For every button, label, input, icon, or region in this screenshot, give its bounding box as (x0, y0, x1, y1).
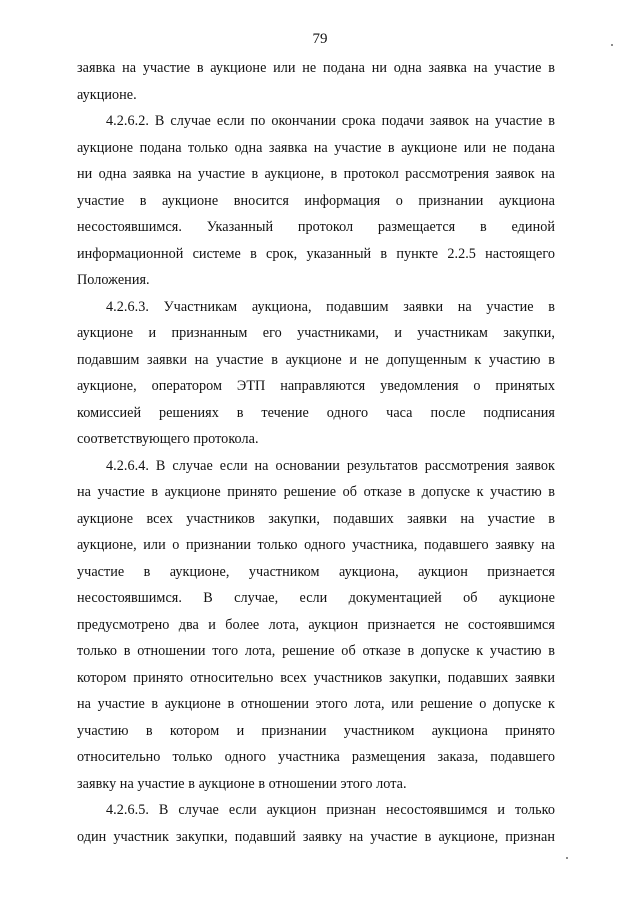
text-line: несостоявшимся. Указанный протокол размещается в единой (77, 219, 555, 235)
text-line: заявка на участие в аукционе или не подана ни одна заявка на участие в (77, 60, 555, 76)
text-line: заявку на участие в аукционе в отношении этого лота. (77, 775, 407, 792)
text-line: на участие в аукционе в отношении этого лота, или решение о допуске к (77, 696, 555, 712)
scan-speck (611, 44, 613, 46)
text-line: один участник закупки, подавший заявку на участие в аукционе, признан (77, 828, 555, 845)
document-body (77, 60, 555, 855)
text-line: аукционе. (77, 86, 137, 103)
text-line: информационной системе в срок, указанный в пункте 2.2.5 настоящего (77, 245, 555, 262)
text-line: комиссией решениях в течение одного часа после подписания (77, 404, 555, 421)
scan-speck (566, 857, 568, 859)
text-line: соответствующего протокола. (77, 431, 259, 447)
text-line: участие в аукционе вносится информация о признании аукциона (77, 192, 555, 209)
text-line: подавшим заявки на участие в аукционе и не допущенным к участию в (77, 351, 555, 368)
text-line: Положения. (77, 272, 150, 288)
text-line: аукционе, или о признании только одного участника, подавшего заявку на (77, 537, 555, 553)
text-line: участие в аукционе, участником аукциона, аукцион признается (77, 563, 555, 580)
text-line: участию в котором и признании участником аукциона принято (77, 722, 555, 739)
paragraph-4-2-6-4-first-line: 4.2.6.4. В случае если на основании результатов рассмотрения заявок (106, 457, 555, 474)
paragraph-4-2-6-2-first-line: 4.2.6.2. В случае если по окончании срока подачи заявок на участие в (106, 113, 555, 129)
text-line: аукционе подана только одна заявка на участие в аукционе или не подана (77, 139, 555, 156)
text-line: только в отношении того лота, решение об отказе в допуске к участию в (77, 643, 555, 659)
text-line: ни одна заявка на участие в аукционе, в протокол рассмотрения заявок на (77, 166, 555, 182)
text-line: предусмотрено два и более лота, аукцион признается не состоявшимся (77, 616, 555, 633)
paragraph-4-2-6-3-first-line: 4.2.6.3. Участникам аукциона, подавшим заявки на участие в (106, 298, 555, 315)
text-line: на участие в аукционе принято решение об отказе в допуске к участию в (77, 484, 555, 500)
text-line: аукционе и признанным его участниками, и участникам закупки, (77, 325, 555, 341)
paragraph-4-2-6-5-first-line: 4.2.6.5. В случае если аукцион признан несостоявшимся и только (106, 802, 555, 818)
text-line: аукционе, оператором ЭТП направляются уведомления о принятых (77, 378, 555, 394)
text-line: котором принято относительно всех участников закупки, подавших заявки (77, 669, 555, 686)
page-number: 79 (312, 31, 328, 47)
text-line: несостоявшимся. В случае, если документацией об аукционе (77, 590, 555, 606)
text-line: относительно только одного участника размещения заказа, подавшего (77, 749, 555, 765)
text-line: аукционе всех участников закупки, подавших заявки на участие в (77, 510, 555, 527)
